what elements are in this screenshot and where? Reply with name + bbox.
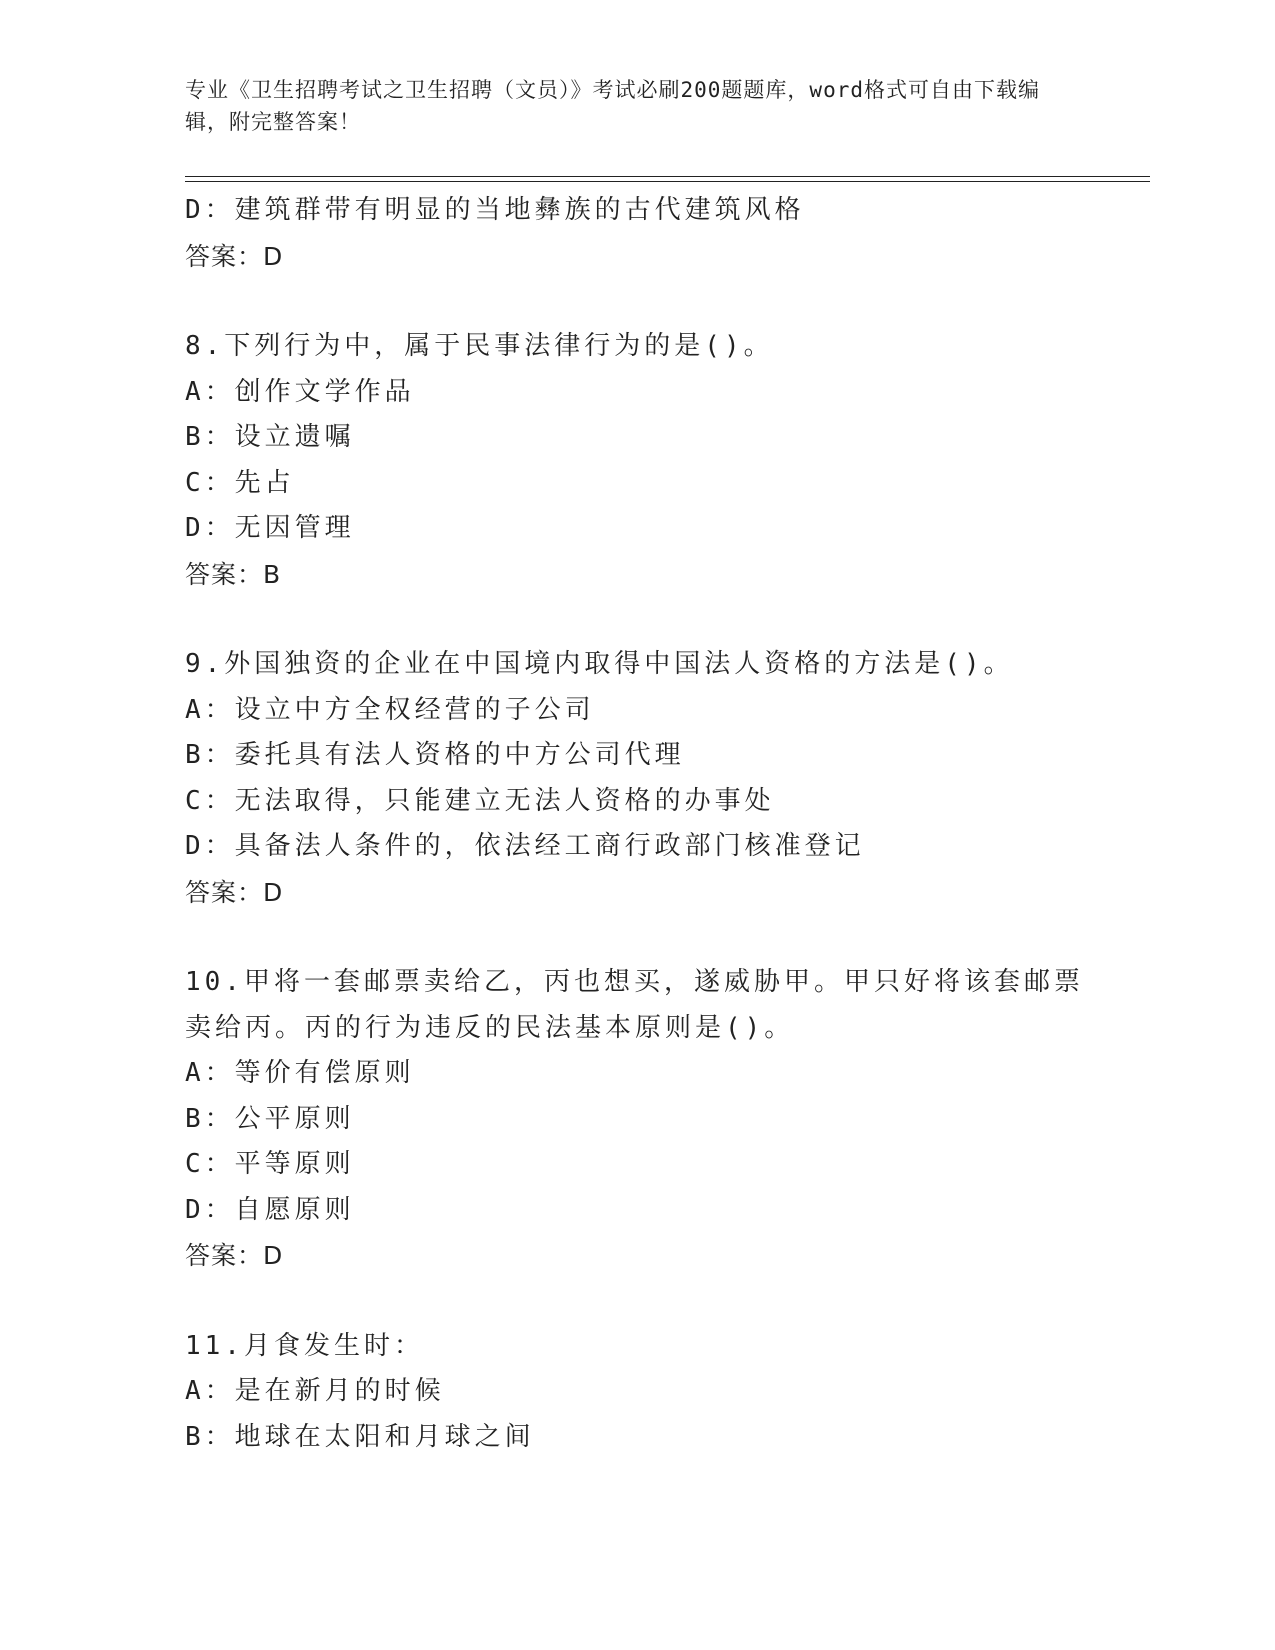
question-8	[185, 324, 1085, 597]
option-d: D：建筑群带有明显的当地彝族的古代建筑风格	[185, 195, 805, 225]
option-b: B：地球在太阳和月球之间	[185, 1421, 535, 1452]
option-a: A：创作文学作品	[185, 376, 415, 407]
option-c: C：无法取得，只能建立无法人资格的办事处	[185, 785, 775, 816]
spacer	[185, 279, 1085, 324]
option-b: B：公平原则	[185, 1103, 355, 1134]
option-a: A：等价有偿原则	[185, 1058, 415, 1088]
answer-line: 答案：B	[185, 559, 282, 589]
document-header: 专业《卫生招聘考试之卫生招聘（文员）》考试必刷200题题库，word格式可自由下载编辑，附完整答案！	[185, 78, 1040, 134]
option-a: A：设立中方全权经营的子公司	[185, 694, 595, 725]
question-10	[185, 960, 1085, 1279]
question-stem: 8.下列行为中，属于民事法律行为的是()。	[185, 331, 774, 361]
header-rule-bottom	[185, 181, 1150, 182]
spacer	[185, 915, 1085, 960]
option-d: D：具备法人条件的，依法经工商行政部门核准登记	[185, 831, 865, 861]
answer-line: 答案：D	[185, 1241, 284, 1270]
spacer	[185, 597, 1085, 642]
answer-line: 答案：D	[185, 877, 284, 907]
carryover-question	[185, 188, 1085, 279]
question-stem: 11.月食发生时：	[185, 1330, 424, 1361]
option-b: B：设立遗嘱	[185, 422, 355, 452]
question-stem: 10.甲将一套邮票卖给乙，丙也想买，遂威胁甲。甲只好将该套邮票卖给丙。丙的行为违反的民法基本原则是()。	[185, 967, 1084, 1043]
spacer	[185, 1279, 1085, 1324]
option-b: B：委托具有法人资格的中方公司代理	[185, 740, 685, 770]
option-d: D：自愿原则	[185, 1194, 355, 1225]
document-body	[185, 188, 1085, 1460]
option-a: A：是在新月的时候	[185, 1376, 445, 1406]
question-stem: 9.外国独资的企业在中国境内取得中国法人资格的方法是()。	[185, 649, 1014, 679]
question-9	[185, 642, 1085, 915]
answer-line: 答案：D	[185, 241, 284, 271]
option-d: D：无因管理	[185, 513, 355, 543]
question-11	[185, 1324, 1085, 1461]
header-rule-top	[185, 176, 1150, 177]
option-c: C：平等原则	[185, 1149, 355, 1179]
option-c: C：先占	[185, 467, 295, 498]
